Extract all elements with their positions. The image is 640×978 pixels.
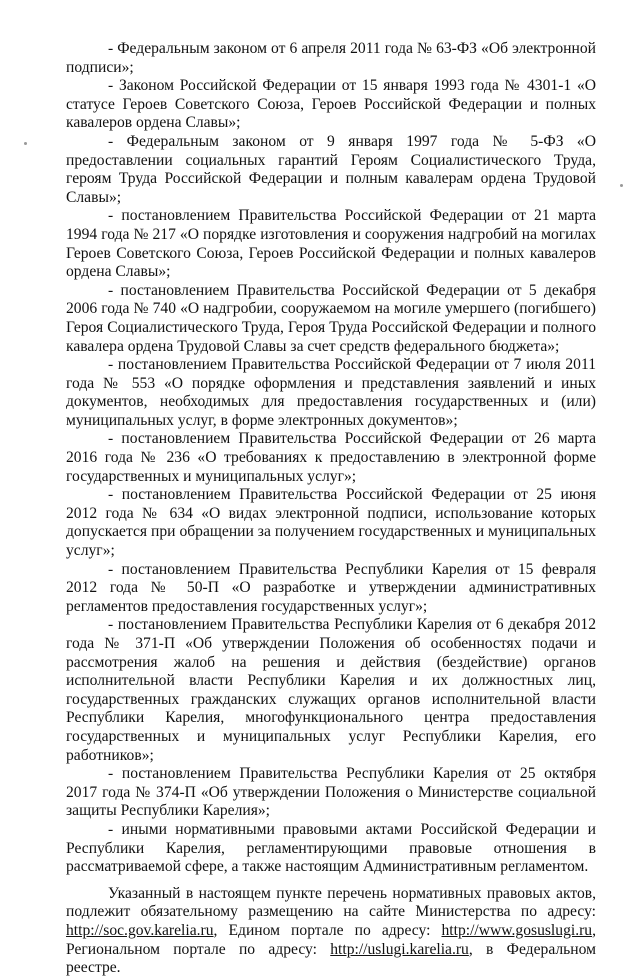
list-item: - постановлением Правительства Российской Федерации от 7 июля 2011 года № 553 «О порядке оформления и представления заявлений и иных документов, необходимых для предоставления государственных и (или) муниципальных услуг, в форме электронных документов»;	[66, 356, 596, 429]
list-item: - постановлением Правительства Российской Федерации от 21 марта 1994 года № 217 «О порядке изготовления и сооружения надгробий на могилах Героев Советского Союза, Героев Российской Федерации и полных кавалеров ордена Славы»;	[66, 207, 596, 281]
regional-portal-link[interactable]: http://uslugi.karelia.ru	[330, 940, 469, 958]
list-item: - постановлением Правительства Российской Федерации от 26 марта 2016 года № 236 «О требованиях к предоставлению в электронной форме государственных и муниципальных услуг»;	[66, 430, 596, 485]
list-item: - постановлением Правительства Республики Карелия от 25 октября 2017 года № 374-П «Об утверждении Положения о Министерстве социальной защиты Республики Карелия»;	[66, 765, 596, 820]
list-item: - Федеральным законом от 6 апреля 2011 года № 63-ФЗ «Об электронной подписи»;	[66, 40, 596, 76]
list-item: - постановлением Правительства Республики Карелия от 6 декабря 2012 года № 371-П «Об утверждении Положения об особенностях подачи и рассмотрения жалоб на решения и действия (бездействие) органов исполнительной власти Республики Карелия и их должностных лиц, государственных гражданских служащих органов исполнительной власти Республики Карелия, многофункционального центра предоставления государственных и муниципальных услуг Республики Карелия, его работников»;	[66, 616, 596, 764]
scan-speck	[24, 142, 27, 145]
scan-speck	[620, 184, 623, 187]
list-item: - постановлением Правительства Российской Федерации от 5 декабря 2006 года № 740 «О надгробии, сооружаемом на могиле умершего (погибшего) Героя Социалистического Труда, Героя Труда Российской Федерации и полного кавалера ордена Трудовой Славы за счет средств федерального бюджета»;	[66, 281, 596, 355]
final-paragraph	[66, 885, 596, 978]
final-text-4: , в Федеральном реестре.	[66, 940, 596, 977]
list-item: - иными нормативными правовыми актами Российской Федерации и Республики Карелия, регламентирующими правовые отношения в рассматриваемой сфере, а также настоящим Административным регламентом.	[66, 820, 596, 876]
list-item: - Федеральным законом от 9 января 1997 года № 5-ФЗ «О предоставлении социальных гарантий Героям Социалистического Труда, героям Труда Российской Федерации и полным кавалерам ордена Трудовой Славы»;	[66, 132, 596, 206]
ministry-site-link[interactable]: http://soc.gov.karelia.ru	[66, 921, 214, 939]
list-item: - Законом Российской Федерации от 15 января 1993 года № 4301-1 «О статусе Героев Советского Союза, Героев Российской Федерации и полных кавалеров ордена Славы»;	[66, 77, 596, 132]
final-text-2: , Едином портале по адресу:	[213, 921, 442, 939]
gosuslugi-link[interactable]: http://www.gosuslugi.ru	[441, 921, 593, 939]
final-text-1: Указанный в настоящем пункте перечень нормативных правовых актов, подлежит обязательному размещению на сайте Министерства по адресу:	[66, 884, 596, 921]
list-item: - постановлением Правительства Республики Карелия от 15 февраля 2012 года № 50-П «О разработке и утверждении административных регламентов предоставления государственных услуг»;	[66, 560, 596, 615]
list-item: - постановлением Правительства Российской Федерации от 25 июня 2012 года № 634 «О видах электронной подписи, использование которых допускается при обращении за получением государственных и муниципальных услуг»;	[66, 486, 596, 560]
final-text-3: , Региональном портале по адресу:	[66, 921, 596, 958]
